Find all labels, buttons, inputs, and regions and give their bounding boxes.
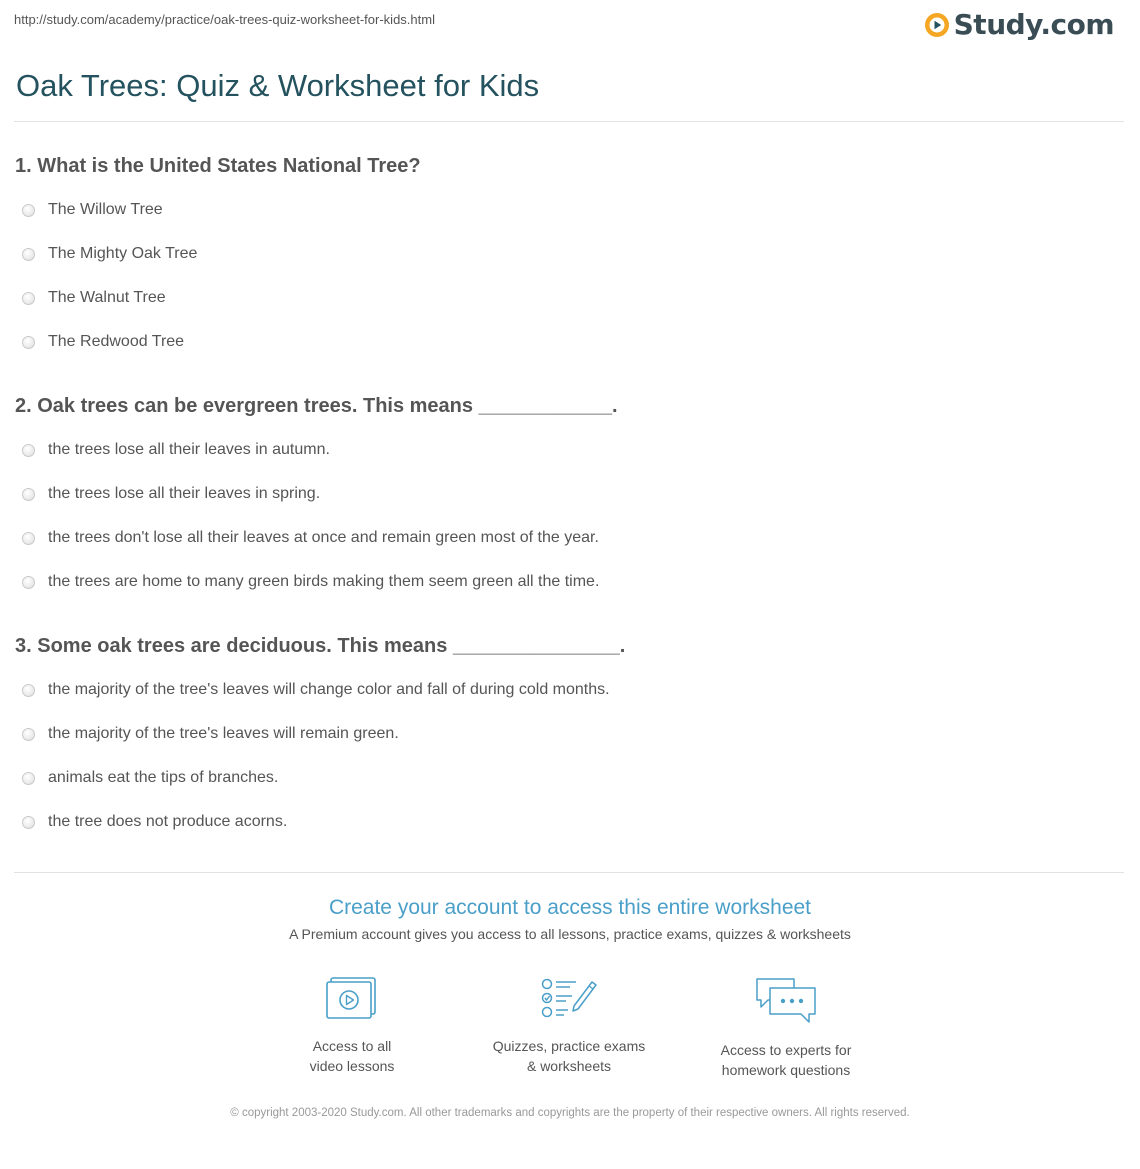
quiz-checklist-icon — [540, 976, 598, 1022]
answer-option[interactable] — [22, 483, 320, 505]
feature-label: Quizzes, practice exams & worksheets — [492, 1038, 646, 1074]
answer-option[interactable] — [22, 331, 184, 353]
answer-option[interactable] — [22, 767, 278, 789]
answer-option[interactable] — [22, 243, 197, 265]
play-circle-icon — [924, 12, 950, 38]
feature-label: Access to experts for homework questions — [720, 1042, 852, 1078]
study-logo[interactable] — [924, 8, 1114, 41]
radio-button[interactable] — [22, 772, 35, 785]
answer-label: the tree does not produce acorns. — [48, 813, 288, 830]
answer-option[interactable] — [22, 199, 163, 221]
question-3: 3. Some oak trees are deciduous. This means _______________. — [15, 635, 626, 657]
answer-label: The Mighty Oak Tree — [48, 245, 198, 262]
question-1: 1. What is the United States National Tree? — [15, 155, 421, 177]
answer-label: The Redwood Tree — [48, 333, 185, 350]
title-divider — [14, 121, 1124, 122]
radio-button[interactable] — [22, 204, 35, 217]
cta-subtitle: A Premium account gives you access to all lessons, practice exams, quizzes & worksheets — [289, 926, 851, 942]
video-lessons-icon — [325, 976, 379, 1022]
create-account-link[interactable]: Create your account to access this entire worksheet — [328, 896, 812, 919]
radio-button[interactable] — [22, 444, 35, 457]
answer-label: the trees are home to many green birds making them seem green all the time. — [48, 573, 600, 590]
answer-label: animals eat the tips of branches. — [48, 769, 279, 786]
logo-text: Study.com — [953, 8, 1114, 41]
radio-button[interactable] — [22, 532, 35, 545]
chat-bubbles-icon — [754, 976, 818, 1026]
radio-button[interactable] — [22, 248, 35, 261]
answer-option[interactable] — [22, 679, 610, 701]
answer-label: the majority of the tree's leaves will remain green. — [48, 725, 399, 742]
radio-button[interactable] — [22, 292, 35, 305]
answer-label: The Walnut Tree — [48, 289, 166, 306]
answer-option[interactable] — [22, 811, 287, 833]
copyright-notice: © copyright 2003-2020 Study.com. All other trademarks and copyrights are the property of their respective owners. All rights reserved. — [230, 1107, 910, 1119]
answer-option[interactable] — [22, 723, 399, 745]
answer-label: the trees lose all their leaves in autumn. — [48, 441, 330, 458]
radio-button[interactable] — [22, 576, 35, 589]
answer-label: the trees don't lose all their leaves at once and remain green most of the year. — [48, 529, 599, 546]
radio-button[interactable] — [22, 488, 35, 501]
answer-option[interactable] — [22, 571, 599, 593]
page-title: Oak Trees: Quiz & Worksheet for Kids — [16, 68, 540, 103]
cta-divider — [14, 872, 1124, 873]
page-url: http://study.com/academy/practice/oak-trees-quiz-worksheet-for-kids.html — [14, 12, 435, 27]
feature-quizzes — [469, 976, 669, 1076]
feature-label: Access to all video lessons — [309, 1038, 395, 1074]
answer-label: The Willow Tree — [48, 201, 163, 218]
answer-label: the majority of the tree's leaves will change color and fall of during cold months. — [48, 681, 610, 698]
radio-button[interactable] — [22, 728, 35, 741]
answer-option[interactable] — [22, 287, 166, 309]
radio-button[interactable] — [22, 336, 35, 349]
answer-label: the trees lose all their leaves in spring. — [48, 485, 321, 502]
top-bar — [0, 0, 1140, 48]
radio-button[interactable] — [22, 816, 35, 829]
feature-video-lessons — [252, 976, 452, 1076]
answer-option[interactable] — [22, 439, 330, 461]
feature-experts — [686, 976, 886, 1080]
question-2: 2. Oak trees can be evergreen trees. This means ____________. — [15, 395, 618, 417]
radio-button[interactable] — [22, 684, 35, 697]
answer-option[interactable] — [22, 527, 599, 549]
